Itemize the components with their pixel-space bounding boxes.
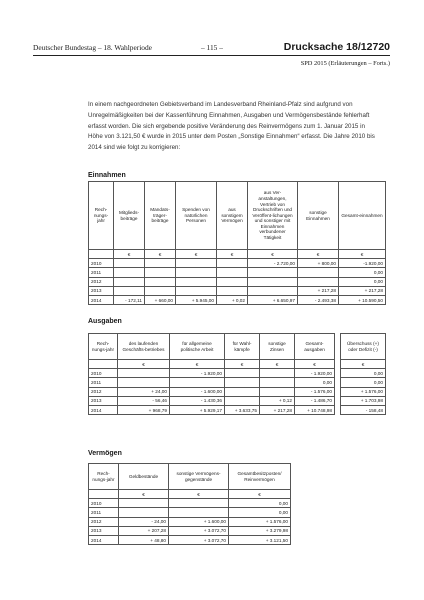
section-subtitle: SPD 2015 (Erläuterungen – Forts.) <box>300 60 390 67</box>
year-cell: 2011 <box>89 508 119 517</box>
year-cell: 2013 <box>89 396 118 405</box>
unit-cell: € <box>298 250 339 259</box>
value-cell: 0,00 <box>229 508 291 517</box>
year-cell: 2011 <box>89 268 114 277</box>
value-cell: - 1.600,00 <box>170 387 225 396</box>
table-row <box>89 508 291 517</box>
value-cell: + 3.072,70 <box>169 535 229 544</box>
einnahmen-header-row <box>89 182 386 250</box>
value-cell: - 1.576,00 <box>295 387 335 396</box>
value-cell: + 5.929,17 <box>170 405 225 414</box>
unit-cell: € <box>169 490 229 499</box>
col-header: sonstige Vermögens-gegenstände <box>169 464 229 490</box>
parliament-label: Deutscher Bundestag – 18. Wahlperiode <box>33 43 152 52</box>
value-cell <box>298 277 339 286</box>
unit-cell: € <box>341 360 386 369</box>
value-cell <box>248 268 298 277</box>
value-cell: + 0,02 <box>217 295 248 304</box>
value-cell <box>169 499 229 508</box>
value-cell: - 1.486,70 <box>295 396 335 405</box>
table-row <box>89 499 291 508</box>
value-cell <box>145 277 176 286</box>
vermoegen-table <box>88 463 291 545</box>
col-header: Gesamtbesitzposten/ Reinvermögen <box>229 464 291 490</box>
unit-cell: € <box>170 360 225 369</box>
value-cell <box>225 387 260 396</box>
value-cell: + 1.600,00 <box>169 517 229 526</box>
value-cell <box>176 286 217 295</box>
value-cell: - 1.430,36 <box>170 396 225 405</box>
doc-id: 12720 <box>360 41 390 53</box>
value-cell <box>114 286 145 295</box>
unit-cell: € <box>260 360 295 369</box>
value-cell: + 1.703,98 <box>341 396 386 405</box>
table-row <box>89 286 386 295</box>
year-cell: 2010 <box>89 499 119 508</box>
col-header: Rech-nungs-jahr <box>89 464 119 490</box>
value-cell: + 3.279,98 <box>229 526 291 535</box>
value-cell <box>114 277 145 286</box>
value-cell <box>119 499 169 508</box>
col-header: Spenden von natürlichen Personen <box>176 182 217 250</box>
value-cell: + 1.576,00 <box>341 387 386 396</box>
einnahmen-table <box>88 181 386 305</box>
ausgaben-unit-row <box>89 360 386 369</box>
value-cell <box>145 268 176 277</box>
value-cell: - 2.493,38 <box>298 295 339 304</box>
value-cell: + 660,00 <box>145 295 176 304</box>
value-cell <box>248 286 298 295</box>
value-cell: - 56,46 <box>118 396 170 405</box>
value-cell <box>176 277 217 286</box>
value-cell: -1.920,00 <box>339 259 386 268</box>
page-header <box>33 41 390 55</box>
doc-label: Drucksache 18/ <box>283 41 361 53</box>
col-header: Gesamt-einnahmen <box>339 182 386 250</box>
intro-paragraph <box>88 100 376 154</box>
value-cell <box>118 378 170 387</box>
value-cell: + 800,00 <box>298 259 339 268</box>
unit-cell: € <box>145 250 176 259</box>
value-cell <box>225 369 260 378</box>
year-cell: 2014 <box>89 295 114 304</box>
value-cell: - 1.920,00 <box>170 369 225 378</box>
value-cell: - 24,00 <box>119 517 169 526</box>
col-header: Gesamt-ausgaben <box>295 334 335 360</box>
value-cell: + 0,12 <box>260 396 295 405</box>
document-number <box>284 41 390 53</box>
table-row <box>89 268 386 277</box>
table-row <box>89 277 386 286</box>
value-cell: + 3.633,75 <box>225 405 260 414</box>
col-header: für Wahl-kämpfe <box>225 334 260 360</box>
table-row <box>89 396 386 405</box>
value-cell: 0,00 <box>339 268 386 277</box>
value-cell: - 158,48 <box>341 405 386 414</box>
value-cell <box>248 277 298 286</box>
value-cell: - 1.920,00 <box>295 369 335 378</box>
value-cell: - 172,11 <box>114 295 145 304</box>
value-cell: + 968,79 <box>118 405 170 414</box>
col-header: für allgemeine politische Arbeit <box>170 334 225 360</box>
year-cell: 2011 <box>89 378 118 387</box>
col-header: Rech-nungs-jahr <box>89 182 114 250</box>
unit-cell <box>89 490 119 499</box>
value-cell <box>217 286 248 295</box>
value-cell: + 3.121,50 <box>229 535 291 544</box>
table-row <box>89 259 386 268</box>
table-row <box>89 535 291 544</box>
value-cell <box>217 277 248 286</box>
col-header: Mandats-träger-beiträge <box>145 182 176 250</box>
intro-text: In einem nachgeordneten Gebietsverband im Landesverband Rheinland-Pfalz sind aufgrund von Unregelmäßigkeiten bei der Kassenführung Einnahmen, Ausgaben und Vermögensbestände fehlerhaft erfasst worden. Die sich ergebende positive Veränderung des Reinvermögens zum 1. Januar 2015 in Höhe von 3.121,50 € wurde in 2015 unter dem Posten „Sonstige Einnahmen“ erfasst. Die Jahre 2010 bis 2014 sind wie folgt zu korrigieren: <box>88 101 375 152</box>
einnahmen-title: Einnahmen <box>88 172 126 179</box>
value-cell <box>114 259 145 268</box>
value-cell <box>176 268 217 277</box>
value-cell: + 217,28 <box>339 286 386 295</box>
table-row <box>89 387 386 396</box>
unit-cell: € <box>114 250 145 259</box>
value-cell <box>170 378 225 387</box>
unit-cell: € <box>225 360 260 369</box>
table-row <box>89 378 386 387</box>
col-header: aus Ver-anstaltungen, Vertrieb von Druckschriften und Veröffent-lichungen und sonstiger mit Einnahmen verbundener Tätigkeit <box>248 182 298 250</box>
year-cell: 2010 <box>89 369 118 378</box>
col-header: Geldbestände <box>119 464 169 490</box>
col-header: Überschuss (+) oder Defizit (-) <box>341 334 386 360</box>
vermoegen-unit-row <box>89 490 291 499</box>
value-cell: + 48,80 <box>119 535 169 544</box>
col-header: sonstige Einnahmen <box>298 182 339 250</box>
value-cell: 0,00 <box>341 369 386 378</box>
value-cell: 0,00 <box>341 378 386 387</box>
value-cell: - 2.720,00 <box>248 259 298 268</box>
col-header: sonstige Zinsen <box>260 334 295 360</box>
value-cell: + 1.576,00 <box>229 517 291 526</box>
table-row <box>89 295 386 304</box>
value-cell <box>260 387 295 396</box>
value-cell <box>298 268 339 277</box>
value-cell: + 6.650,97 <box>248 295 298 304</box>
value-cell <box>260 369 295 378</box>
col-header: Rech-nungs-jahr <box>89 334 118 360</box>
value-cell <box>225 378 260 387</box>
unit-cell: € <box>295 360 335 369</box>
unit-cell: € <box>229 490 291 499</box>
value-cell: + 24,00 <box>118 387 170 396</box>
table-row <box>89 369 386 378</box>
year-cell: 2012 <box>89 277 114 286</box>
value-cell <box>145 259 176 268</box>
value-cell <box>260 378 295 387</box>
unit-cell <box>89 250 114 259</box>
col-header: aus sonstigem Vermögen <box>217 182 248 250</box>
col-header: Mitglieds-beiträge <box>114 182 145 250</box>
ausgaben-title: Ausgaben <box>88 318 122 325</box>
vermoegen-header-row <box>89 464 291 490</box>
vermoegen-title: Vermögen <box>88 450 122 457</box>
header-rule <box>33 55 390 56</box>
unit-cell: € <box>176 250 217 259</box>
year-cell: 2014 <box>89 535 119 544</box>
table-row <box>89 517 291 526</box>
value-cell: 0,00 <box>339 277 386 286</box>
einnahmen-unit-row <box>89 250 386 259</box>
value-cell: + 10.590,50 <box>339 295 386 304</box>
unit-cell: € <box>217 250 248 259</box>
table-row <box>89 526 291 535</box>
ausgaben-header-row <box>89 334 386 360</box>
value-cell: 0,00 <box>229 499 291 508</box>
value-cell <box>145 286 176 295</box>
unit-cell: € <box>119 490 169 499</box>
value-cell: + 3.072,70 <box>169 526 229 535</box>
year-cell: 2012 <box>89 387 118 396</box>
year-cell: 2010 <box>89 259 114 268</box>
value-cell <box>176 259 217 268</box>
value-cell: + 217,28 <box>260 405 295 414</box>
value-cell: + 5.945,00 <box>176 295 217 304</box>
year-cell: 2012 <box>89 517 119 526</box>
value-cell: + 207,28 <box>119 526 169 535</box>
col-header: des laufenden Geschäfts-betriebes <box>118 334 170 360</box>
year-cell: 2013 <box>89 526 119 535</box>
unit-cell: € <box>118 360 170 369</box>
unit-cell <box>89 360 118 369</box>
page-number: – 115 – <box>201 43 223 52</box>
value-cell <box>119 508 169 517</box>
value-cell: 0,00 <box>295 378 335 387</box>
year-cell: 2013 <box>89 286 114 295</box>
value-cell <box>169 508 229 517</box>
value-cell <box>118 369 170 378</box>
ausgaben-table <box>88 333 386 415</box>
unit-cell: € <box>339 250 386 259</box>
value-cell: + 217,28 <box>298 286 339 295</box>
year-cell: 2014 <box>89 405 118 414</box>
value-cell <box>225 396 260 405</box>
table-row <box>89 405 386 414</box>
value-cell <box>217 268 248 277</box>
value-cell <box>114 268 145 277</box>
value-cell: + 10.748,98 <box>295 405 335 414</box>
unit-cell: € <box>248 250 298 259</box>
value-cell <box>217 259 248 268</box>
